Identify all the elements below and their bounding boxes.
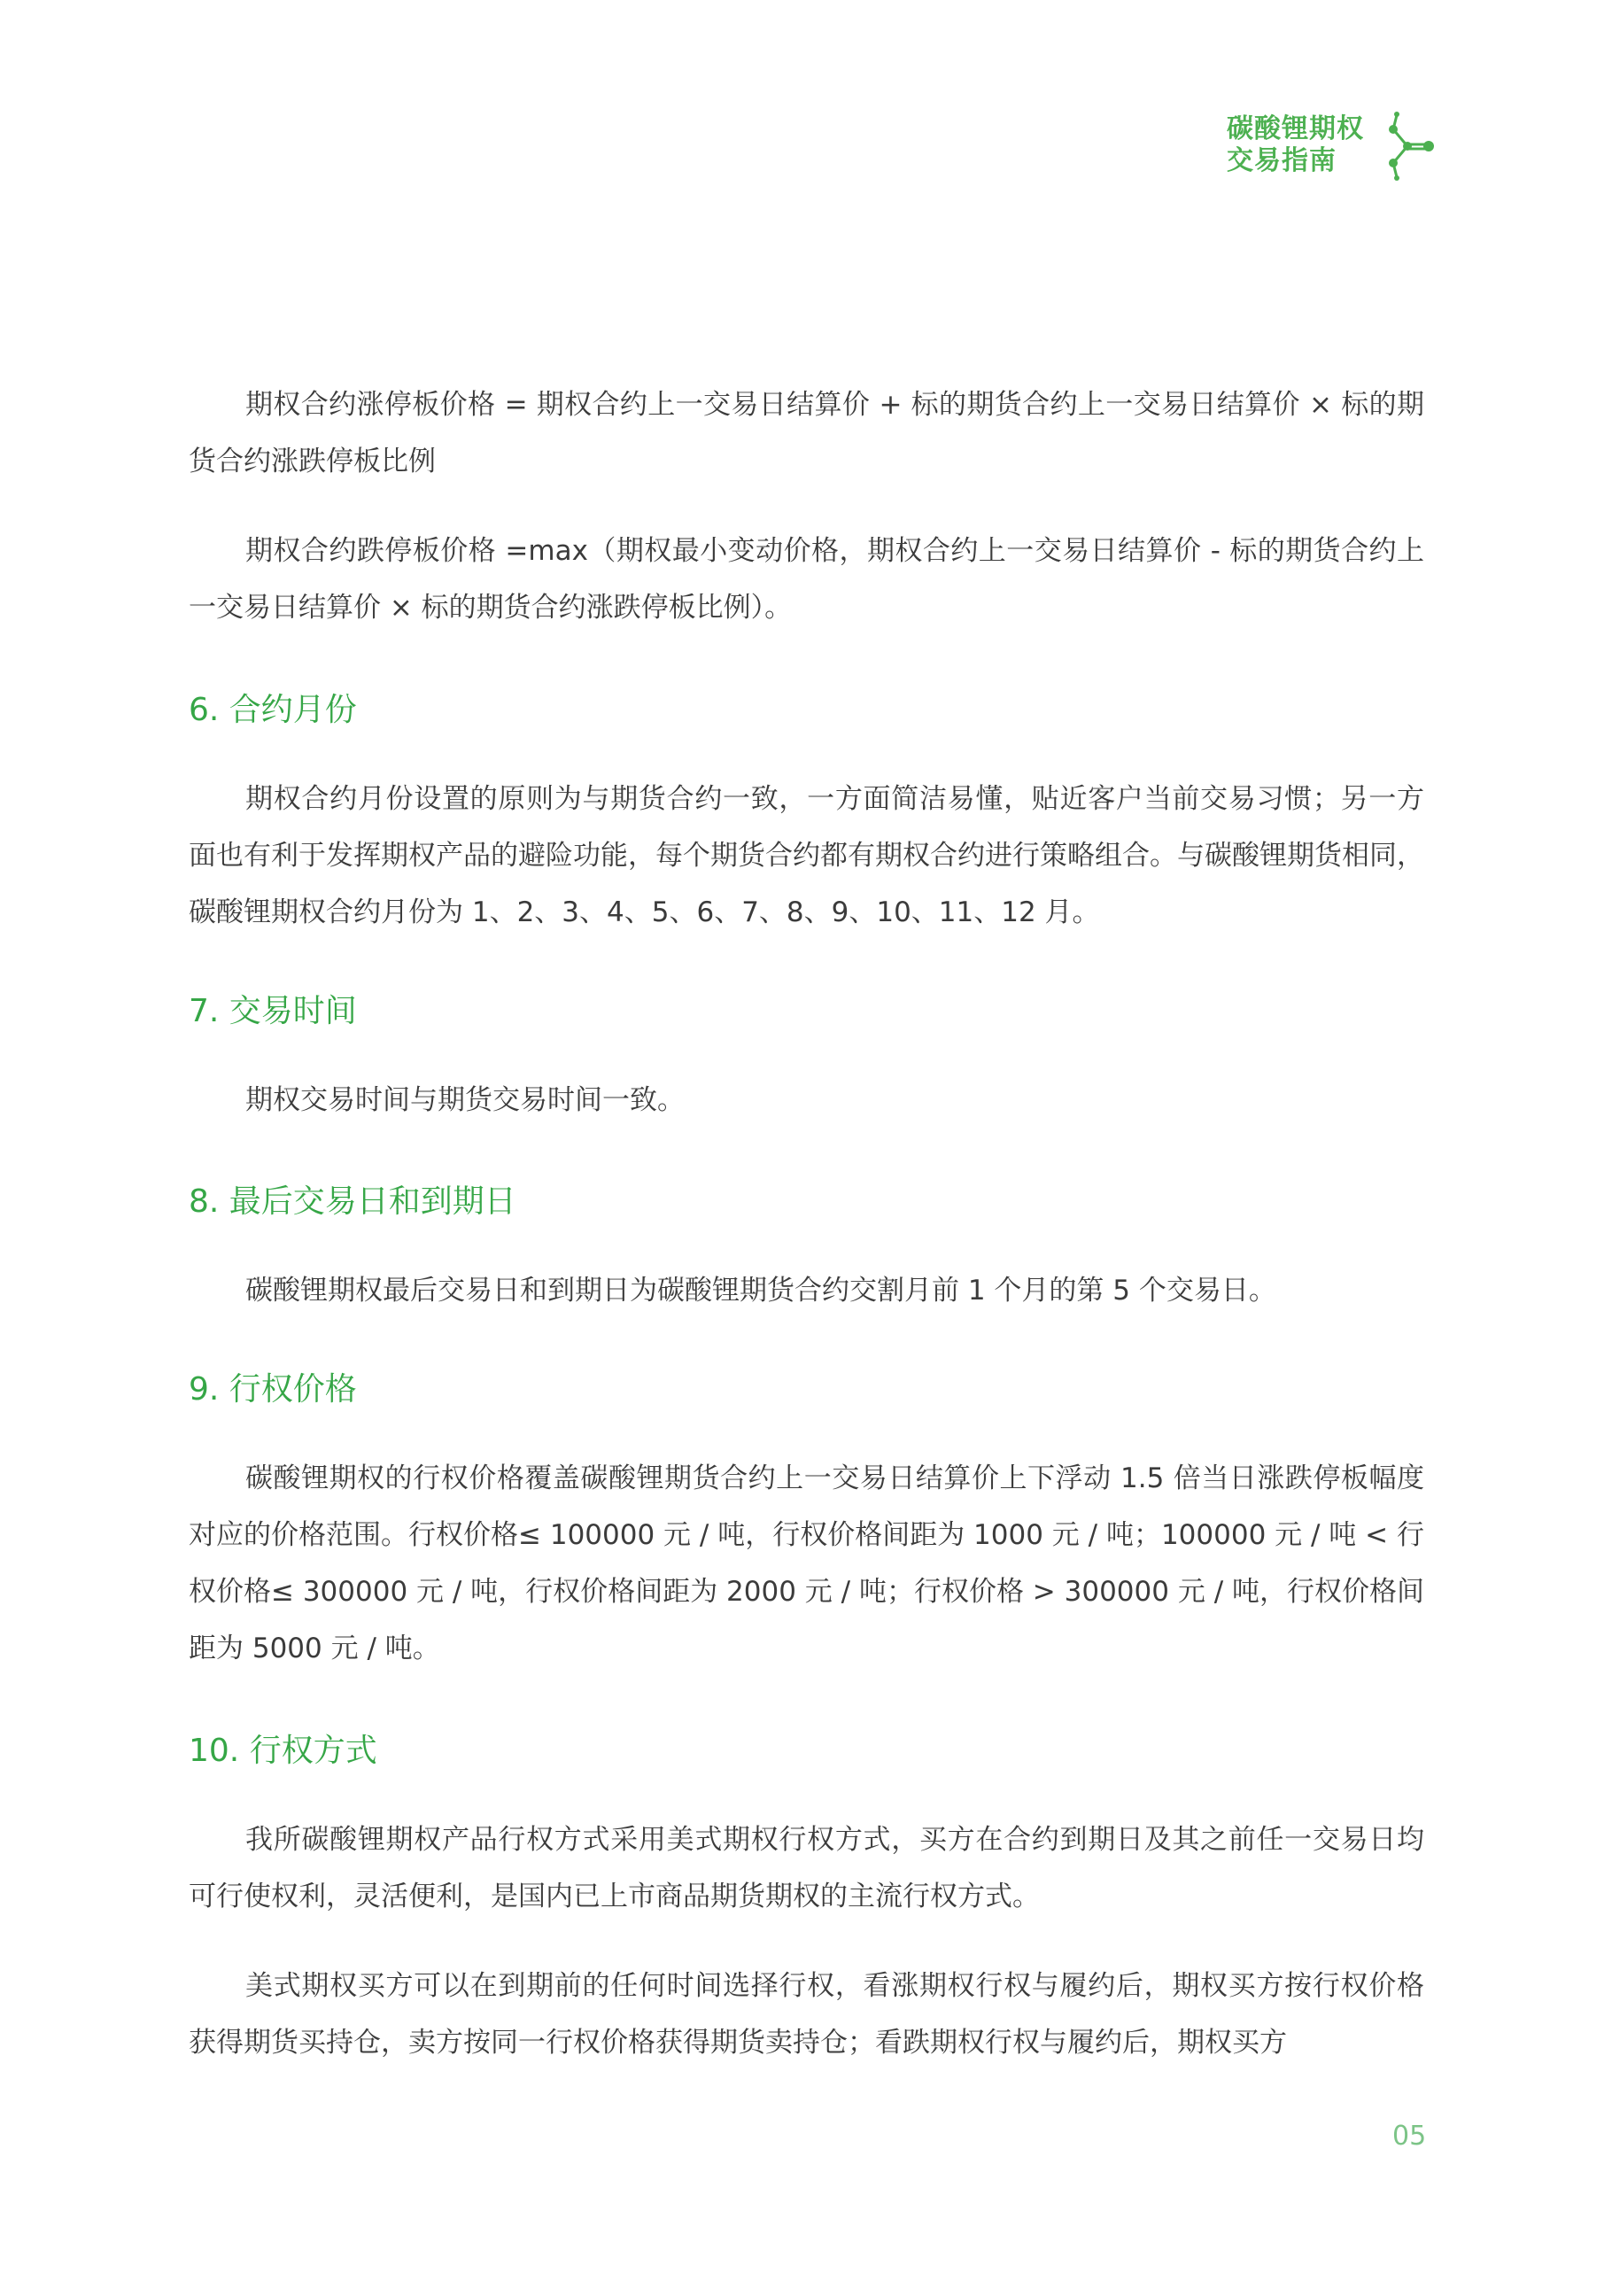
page-number: 05 [1392, 2121, 1427, 2152]
heading-trading-hours: 7. 交易时间 [189, 993, 357, 1029]
brand-title [1227, 113, 1364, 177]
heading-last-trading-day: 8. 最后交易日和到期日 [189, 1183, 516, 1220]
brand-logo [1227, 113, 1439, 177]
limit-down-formula: 期权合约跌停板价格 =max（期权最小变动价格，期权合约上一交易日结算价 - 标的期货合约上一交易日结算价 × 标的期货合约涨跌停板比例）。 [189, 535, 1424, 624]
heading-exercise-style: 10. 行权方式 [189, 1733, 377, 1769]
exercise-style-text-2: 美式期权买方可以在到期前的任何时间选择行权，看涨期权行权与履约后，期权买方按行权价格获得期货买持仓，卖方按同一行权价格获得期货卖持仓；看跌期权行权与履约后，期权买方 [189, 1970, 1424, 2059]
trading-hours-text: 期权交易时间与期货交易时间一致。 [245, 1084, 685, 1116]
heading-contract-months: 6. 合约月份 [189, 692, 357, 728]
molecule-icon [1384, 110, 1436, 182]
exercise-style-text-1: 我所碳酸锂期权产品行权方式采用美式期权行权方式，买方在合约到期日及其之前任一交易日均可行使权利，灵活便利，是国内已上市商品期货期权的主流行权方式。 [189, 1824, 1424, 1912]
strike-price-text: 碳酸锂期权的行权价格覆盖碳酸锂期货合约上一交易日结算价上下浮动 1.5 倍当日涨跌停板幅度对应的价格范围。行权价格≤ 100000 元 / 吨，行权价格间距为 1000 元 / 吨；100000 元 / 吨 < 行权价格≤ 300000 元 / 吨，行权价格间距为 2000 元 / 吨；行权价格 > 300000 元 / 吨，行权价格间距为 5000 元 / 吨。 [189, 1462, 1424, 1664]
heading-strike-price: 9. 行权价格 [189, 1371, 357, 1408]
contract-months-text: 期权合约月份设置的原则为与期货合约一致，一方面简洁易懂，贴近客户当前交易习惯；另一方面也有利于发挥期权产品的避险功能，每个期货合约都有期权合约进行策略组合。与碳酸锂期货相同，碳酸锂期权合约月份为 1、2、3、4、5、6、7、8、9、10、11、12 月。 [189, 783, 1424, 928]
limit-up-formula: 期权合约涨停板价格 = 期权合约上一交易日结算价 + 标的期货合约上一交易日结算价 × 标的期货合约涨跌停板比例 [189, 389, 1424, 477]
brand-title-line1: 碳酸锂期权 [1227, 113, 1364, 144]
last-trading-day-text: 碳酸锂期权最后交易日和到期日为碳酸锂期货合约交割月前 1 个月的第 5 个交易日。 [245, 1275, 1276, 1307]
brand-title-line2: 交易指南 [1227, 145, 1337, 176]
